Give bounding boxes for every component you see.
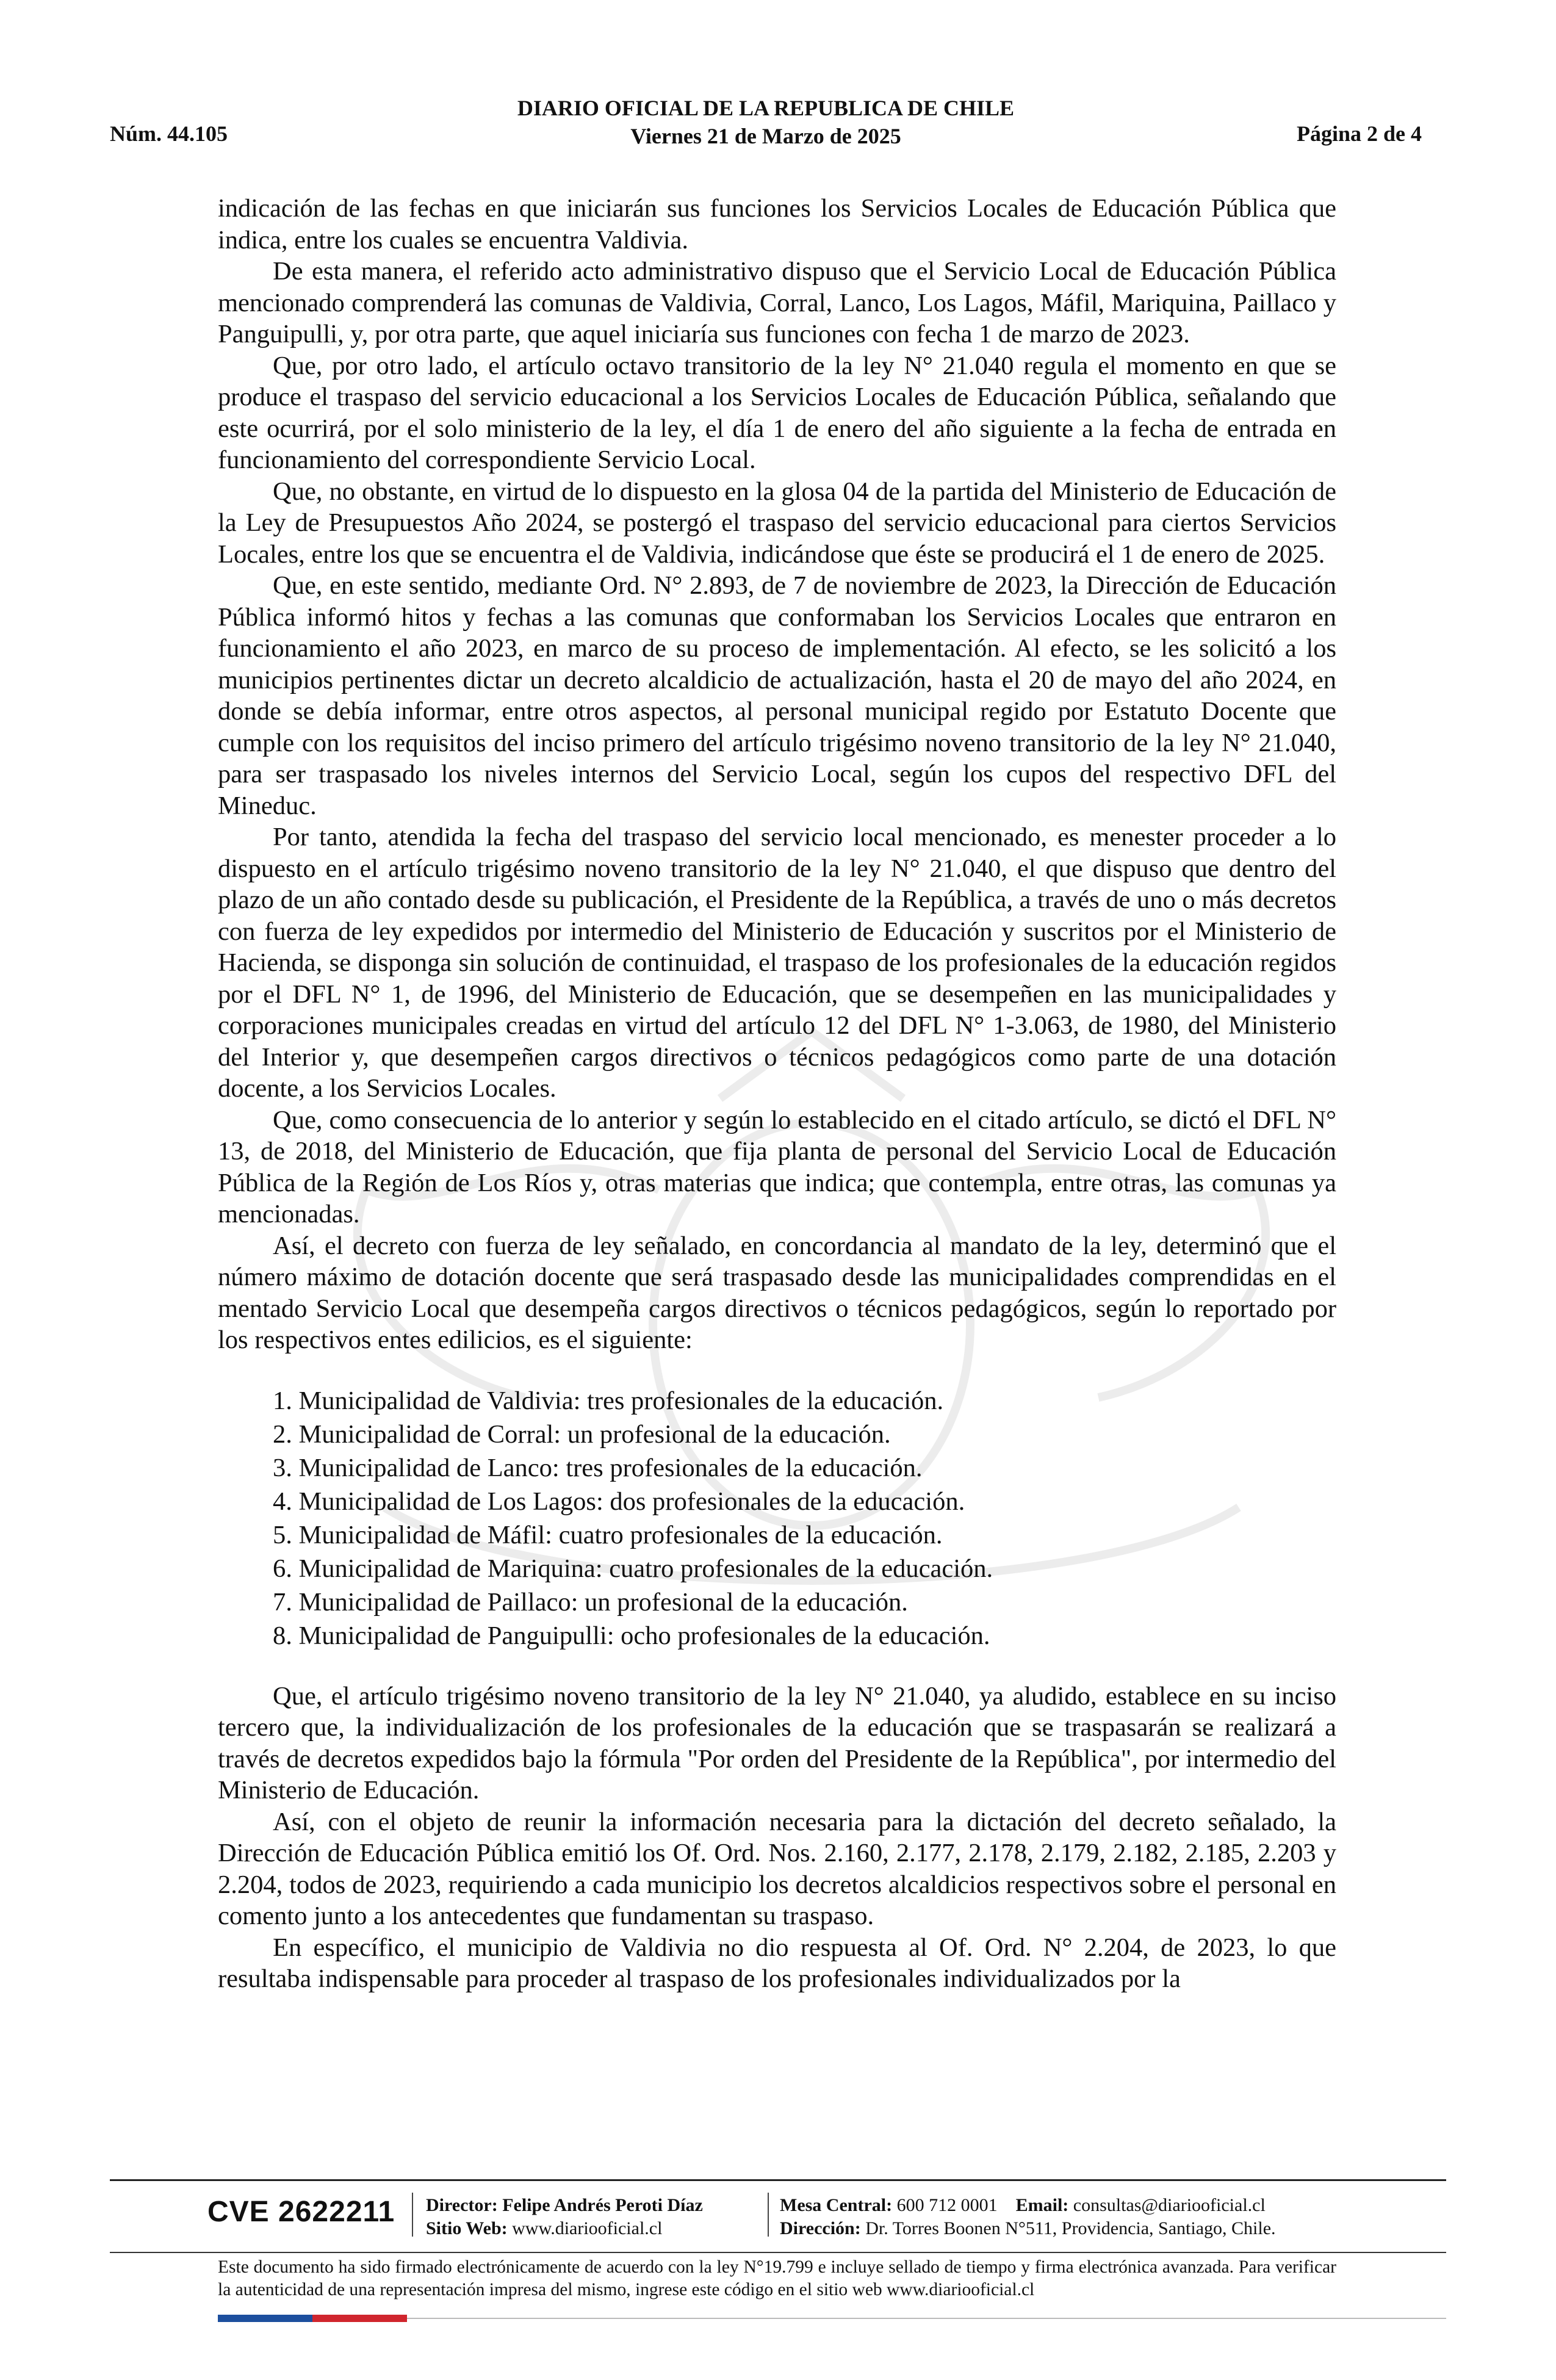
- list-item: 2. Municipalidad de Corral: un profesional de la educación.: [273, 1419, 891, 1449]
- list-item: 4. Municipalidad de Los Lagos: dos profesionales de la educación.: [273, 1487, 965, 1516]
- director-block: [426, 2194, 703, 2240]
- cve-code: CVE 2622211: [207, 2196, 395, 2228]
- flag-stripe-red: [312, 2315, 407, 2322]
- paragraph: Así, con el objeto de reunir la información necesaria para la dictación del decreto señalado, la Dirección de Educación Pública emitió los Of. Ord. Nos. 2.160, 2.177, 2.178, 2.179, 2.182, 2.185, 2.203 y 2.204, todos de 2023, requiriendo a cada municipio los decretos alcaldicios respectivos sobre el personal en comento junto a los antecedentes que fundamentan su traspaso.: [218, 1807, 1336, 1930]
- paragraph: Que, en este sentido, mediante Ord. N° 2.893, de 7 de noviembre de 2023, la Dirección de Educación Pública informó hitos y fechas a las comunas que conformaban los Servicios Locales que entraron en funcionamiento el año 2023, en marco de su proceso de implementación. Al efecto, se les solicitó a los municipios pertinentes dictar un decreto alcaldicio de actualización, hasta el 20 de mayo del año 2024, en donde se debía informar, entre otros aspectos, al personal municipal regido por Estatuto Docente que cumple con los requisitos del inciso primero del artículo trigésimo noveno transitorio de la ley N° 21.040, para ser traspasado los niveles internos del Servicio Local, según los cupos del respectivo DFL del Mineduc.: [218, 571, 1336, 820]
- site-label: Sitio Web:: [426, 2218, 508, 2238]
- list-item: 1. Municipalidad de Valdivia: tres profesionales de la educación.: [273, 1386, 944, 1415]
- mesa-phone: 600 712 0001: [896, 2195, 998, 2215]
- paragraph: Que, no obstante, en virtud de lo dispuesto en la glosa 04 de la partida del Ministerio de Educación de la Ley de Presupuestos Año 2024, se postergó el traspaso del servicio educacional para ciertos Servicios Locales, entre los que se encuentra el de Valdivia, indicándose que éste se producirá el 1 de enero de 2025.: [218, 477, 1336, 569]
- page-header: [110, 92, 1422, 153]
- mesa-label: Mesa Central:: [780, 2195, 893, 2215]
- list-item: 8. Municipalidad de Panguipulli: ocho profesionales de la educación.: [273, 1621, 990, 1650]
- paragraph: Por tanto, atendida la fecha del traspaso del servicio local mencionado, es menester proceder a lo dispuesto en el artículo trigésimo noveno transitorio de la ley N° 21.040, el que dispuso que dentro del plazo de un año contado desde su publicación, el Presidente de la República, a través de uno o más decretos con fuerza de ley expedidos por intermedio del Ministerio de Educación y suscritos por el Ministerio de Hacienda, se disponga sin solución de continuidad, el traspaso de los profesionales de la educación regidos por el DFL N° 1, de 1996, del Ministerio de Educación, que se desempeñen en las municipalidades y corporaciones municipales creadas en virtud del artículo 12 del DFL N° 1-3.063, de 1980, del Ministerio del Interior y, que desempeñen cargos directivos o técnicos pedagógicos como parte de una dotación docente, a los Servicios Locales.: [218, 823, 1336, 1103]
- paragraph: En específico, el municipio de Valdivia no dio respuesta al Of. Ord. N° 2.204, de 2023, lo que resultaba indispensable para proceder al traspaso de los profesionales individualizados por la: [218, 1933, 1336, 1993]
- list-item: 6. Municipalidad de Mariquina: cuatro profesionales de la educación.: [273, 1554, 993, 1583]
- paragraph: De esta manera, el referido acto administrativo dispuso que el Servicio Local de Educación Pública mencionado comprenderá las comunas de Valdivia, Corral, Lanco, Los Lagos, Máfil, Mariquina, Paillaco y Panguipulli, y, por otra parte, que aquel iniciaría sus funciones con fecha 1 de marzo de 2023.: [218, 257, 1336, 348]
- municipality-list: [273, 1384, 1336, 1653]
- issue-number: Núm. 44.105: [110, 121, 228, 146]
- site-link[interactable]: www.diariooficial.cl: [512, 2218, 663, 2238]
- footer-rule: [407, 2318, 1446, 2319]
- page-footer: [110, 2188, 1446, 2249]
- email-label: Email:: [1015, 2195, 1069, 2215]
- paragraph: Que, por otro lado, el artículo octavo transitorio de la ley N° 21.040 regula el momento en que se produce el traspaso del servicio educacional a los Servicios Locales de Educación Pública, señalando que este ocurrirá, por el solo ministerio de la ley, el día 1 de enero del año siguiente a la fecha de entrada en funcionamiento del correspondiente Servicio Local.: [218, 351, 1336, 474]
- footer-separator: [412, 2193, 413, 2237]
- email-link[interactable]: consultas@diariooficial.cl: [1073, 2195, 1266, 2215]
- footer-divider: [110, 2179, 1446, 2181]
- footer-divider: [110, 2252, 1446, 2253]
- footer-separator: [768, 2193, 769, 2237]
- document-body: [218, 193, 1336, 1995]
- address-label: Dirección:: [780, 2218, 861, 2238]
- masthead: [110, 94, 1422, 150]
- page-number: Página 2 de 4: [1296, 121, 1422, 146]
- paragraph: Que, como consecuencia de lo anterior y según lo establecido en el citado artículo, se dictó el DFL N° 13, de 2018, del Ministerio de Educación, que fija planta de personal del Servicio Local de Educación Pública de la Región de Los Ríos y, otras materias que indica; que contempla, entre otras, las comunas ya mencionadas.: [218, 1105, 1336, 1228]
- contact-block: [780, 2194, 1276, 2240]
- publication-date: Viernes 21 de Marzo de 2025: [630, 124, 901, 148]
- paragraph: indicación de las fechas en que iniciarán sus funciones los Servicios Locales de Educación Pública que indica, entre los cuales se encuentra Valdivia.: [218, 194, 1336, 254]
- list-item: 5. Municipalidad de Máfil: cuatro profesionales de la educación.: [273, 1520, 943, 1549]
- paragraph: Así, el decreto con fuerza de ley señalado, en concordancia al mandato de la ley, determinó que el número máximo de dotación docente que será traspasado desde las municipalidades comprendidas en el mentado Servicio Local que desempeña cargos directivos o técnicos pedagógicos, según lo reportado por los respectivos entes edilicios, es el siguiente:: [218, 1231, 1336, 1354]
- list-item: 3. Municipalidad de Lanco: tres profesionales de la educación.: [273, 1453, 923, 1482]
- paragraph: Que, el artículo trigésimo noveno transitorio de la ley N° 21.040, ya aludido, establece en su inciso tercero que, la individualización de los profesionales de la educación que se traspasarán se realizará a través de decretos expedidos bajo la fórmula "Por orden del Presidente de la República", por intermedio del Ministerio de Educación.: [218, 1681, 1336, 1805]
- publication-title: DIARIO OFICIAL DE LA REPUBLICA DE CHILE: [517, 96, 1015, 120]
- director-name: Felipe Andrés Peroti Díaz: [502, 2195, 703, 2215]
- flag-stripe-blue: [218, 2315, 312, 2322]
- address-value: Dr. Torres Boonen N°511, Providencia, Santiago, Chile.: [865, 2218, 1276, 2238]
- signature-note: Este documento ha sido firmado electrónicamente de acuerdo con la ley N°19.799 e incluye sellado de tiempo y firma electrónica avanzada. Para verificar la autenticidad de una representación impresa del mismo, ingrese este código en el sitio web www.diariooficial.cl: [218, 2257, 1336, 2299]
- director-label: Director:: [426, 2195, 498, 2215]
- list-item: 7. Municipalidad de Paillaco: un profesional de la educación.: [273, 1587, 908, 1617]
